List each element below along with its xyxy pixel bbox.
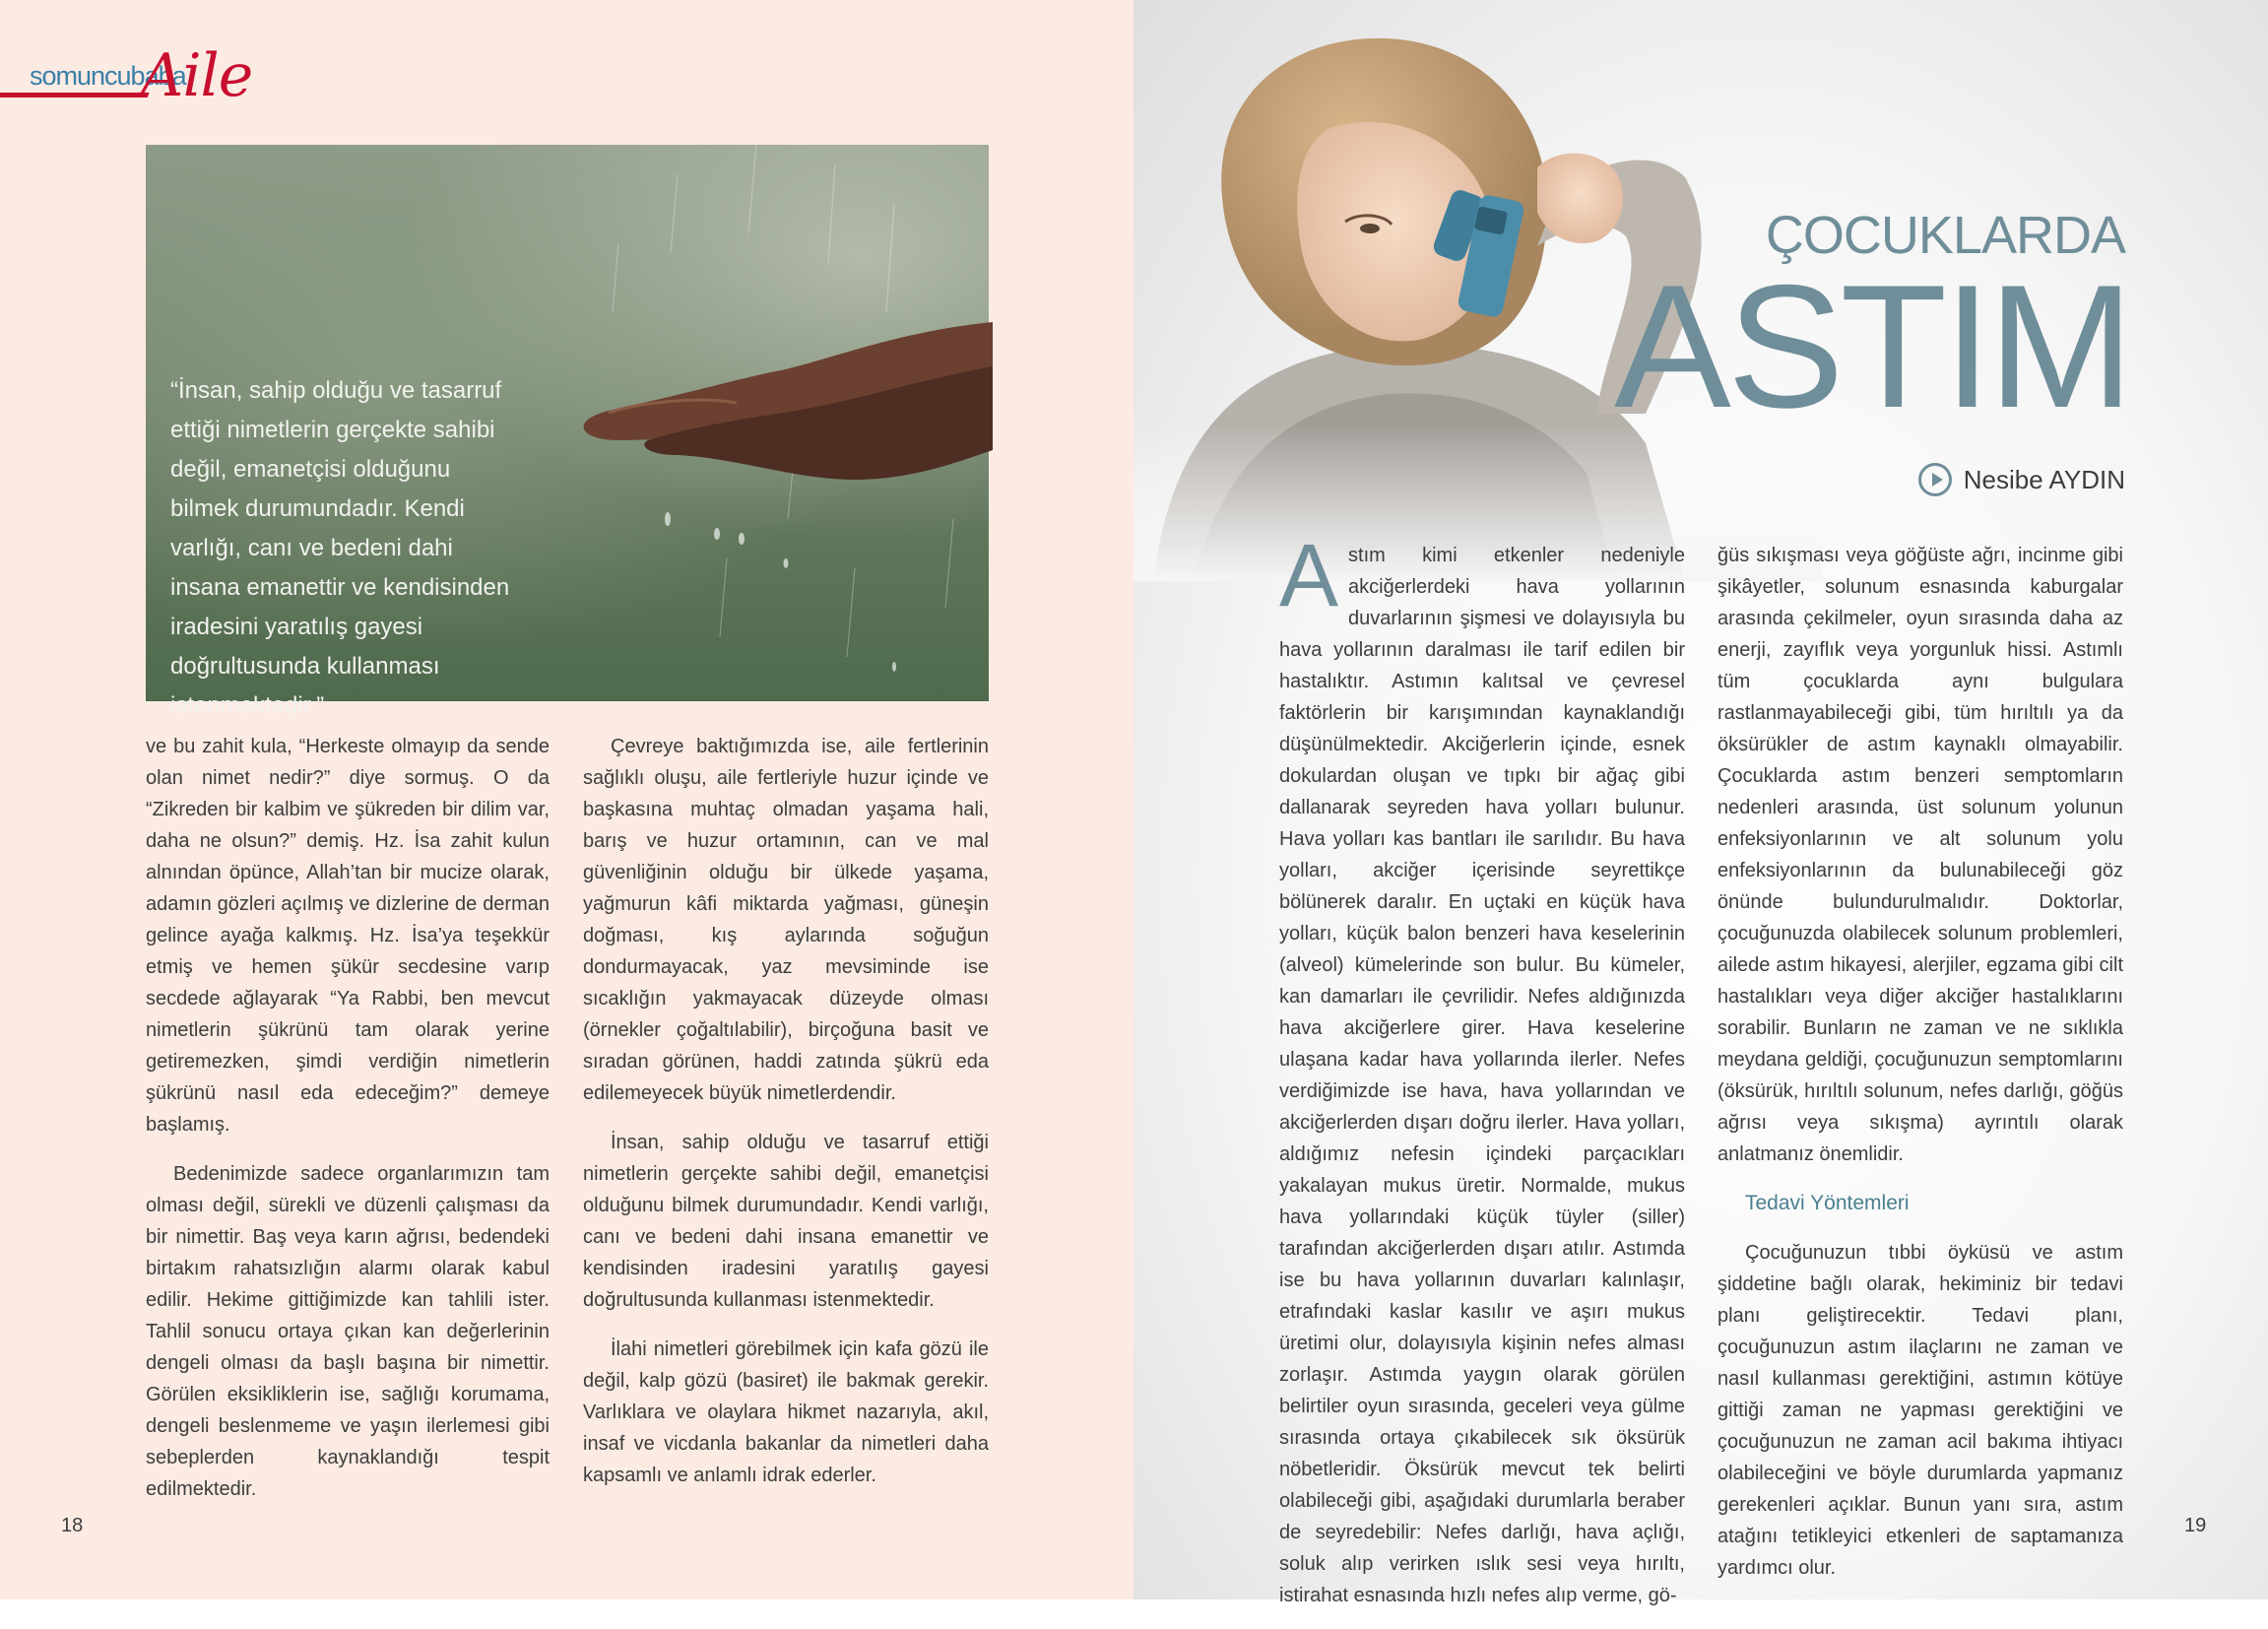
paragraph: ğüs sıkışması veya göğüste ağrı, incinme gibi şikâyetler, solunum esnasında kaburgalar arasında çekilmeler, oyun sırasında daha az enerji, zayıflık veya yorgunluk hissi. Astımlı tüm çocuklarda aynı bulgulara rastlanmayabileceği gibi, tüm hırıltılı ya da öksürükler de astım kaynaklı olmayabilir. Çocuklarda astım benzeri semptomların nedenleri arasında, üst solunum yolunun enfeksiyonlarının ve alt solunum yolu enfeksiyonlarının da bulunabileceği göz önünde bulundurulmalıdır. Doktorlar, çocuğunuzda olabilecek solunum problemleri, ailede astım hikayesi, alerjiler, egzama gibi cilt hastalıkları veya diğer akciğer hastalıklarını sorabilir. Bunların ne zaman ve ne sıklıkla meydana geldiği, çocuğunuzun semptomlarını (öksürük, hırıltılı solunum, nefes darlığı, göğüs ağrısı veya sıkışma) ayrıntılı olarak anlatmanız önemlidir. [1717, 545, 2123, 1165]
article-title-line1: ÇOCUKLARDA [1765, 206, 2125, 265]
left-column-2 [583, 731, 989, 1509]
paragraph: Bedenimizde sadece organlarımızın tam olması değil, sürekli ve düzenli çalışması da bir nimettir. Baş veya karın ağrısı, bedendeki birtakım rahatsızlığın alarmı olarak kabul edilir. Hekime gittiğimizde kan tahlili ister. Tahlil sonucu ortaya çıkan kan değerlerinin dengeli olması da başlı başına bir nimettir. Görülen eksikliklerin ise, sağlığı korumama, dengeli beslenmeme ve yaşın ilerlemesi gibi sebeplerden kaynaklandığı tespit edilmektedir. [146, 1163, 550, 1500]
right-column-2 [1717, 540, 2123, 1601]
page-number-right: 19 [2184, 1515, 2207, 1536]
brand-somuncubaba: somuncubaba [30, 61, 186, 91]
section-subheading: Tedavi Yöntemleri [1745, 1192, 1910, 1214]
paragraph: Çocuğunuzun tıbbi öyküsü ve astım şiddetine bağlı olarak, hekiminiz bir tedavi planı geliştirecektir. Tedavi planı, çocuğunuzun astım ilaçlarını ne zaman ve nasıl kullanması gerektiğini, astımın kötüye gittiği zaman ne yapması gerektiğini ve çocuğunuzun ne zaman acil bakıma ihtiyacı olabileceğini ve böyle durumlarda yapmanız gerekenleri açıklar. Bunun yanı sıra, astım atağını tetikleyici etkenleri de saptamanıza yardımcı olur. [1717, 1242, 2123, 1579]
drop-cap: A [1279, 527, 1339, 625]
right-column-1 [1279, 527, 1685, 1629]
left-page [0, 0, 1134, 1599]
brand-aile: Aile [141, 41, 253, 110]
brand-rule [0, 93, 148, 98]
rain-hands-photo [146, 145, 989, 719]
paragraph: İlahi nimetleri görebilmek için kafa gözü ile değil, kalp gözü (basiret) ile bakmak gerekir. Varlıklara ve olaylara hikmet nazarıyla, akıl, insaf ve vicdanla bakanlar da nimetleri daha kapsamlı ve anlamlı idrak ederler. [583, 1338, 989, 1486]
paragraph: İnsan, sahip olduğu ve tasarruf ettiği nimetlerin gerçekte sahibi değil, emanetçisi olduğunu bilmek durumundadır. Kendi varlığı, canı ve bedeni dahi insana emanettir ve kendisinden iradesini yaratılış gayesi doğrultusunda kullanması istenmektedir. [583, 1132, 989, 1311]
page-number-left: 18 [61, 1515, 84, 1536]
author-byline [1918, 463, 2125, 496]
paragraph: ve bu zahit kula, “Herkeste olmayıp da sende olan nimet nedir?” diye sormuş. O da “Zikreden bir kalbim ve şükreden bir dilim var, daha ne olsun?” demiş. Hz. İsa zahit kulun alnından öpünce, Allah’tan bir mucize olarak, adamın gözleri açılmış ve dizlerine de derman gelince ayağa kalkmış. Hz. İsa’ya teşekkür etmiş ve hemen şükür secdesine varıp secdede ağlayarak “Ya Rabbi, ben mevcut nimetlerin şükrünü tam olarak yerine getiremezken, şimdi verdiğin nimetlerin şükrünü nasıl eda edeceğim?” demeye başlamış. [146, 736, 550, 1136]
left-column-1 [146, 731, 550, 1523]
author-name: Nesibe AYDIN [1963, 464, 2125, 494]
paragraph: stım kimi etkenler nedeniyle akciğerlerdeki hava yollarının duvarlarının şişmesi ve dolayısıyla bu hava yollarının daralması ile tarif edilen bir hastalıktır. Astımın kalıtsal ve çevresel faktörlerin bir karışımından kaynaklandığı düşünülmektedir. Akciğerlerin içinde, esnek dokulardan oluşan ve tıpkı bir ağaç gibi dallanarak seyreden hava yolları bulunur. Hava yolları kas bantları ile sarılıdır. Bu hava yolları, akciğer içerisinde seyrettikçe bölünerek daralır. En uçtaki en küçük hava yolları, küçük balon benzeri hava keselerinin (alveol) kümelerinde son bulur. Bu kümeler, kan damarları ile çevrilidir. Nefes aldığınızda hava akciğerlere girer. Hava keselerine ulaşana kadar hava yollarında ilerler. Nefes verdiğimizde ise hava, hava yollarından ve akciğerlerden dışarı doğru ilerler. Hava yolları, aldığımız nefesin içindeki parçacıkları yakalayan mukus üretir. Normalde, mukus hava yollarındaki küçük tüyler (siller) tarafından akciğerlerden dışarı atılır. Astımda ise bu hava yollarının duvarları kalınlaşır, etrafındaki kaslar kasılır ve aşırı mukus üretimi olur, dolayısıyla kişinin nefes alması zorlaşır. Astımda yaygın olarak görülen belirtiler oyun sırasında, geceleri veya gülme sırasında ortaya çıkabilecek sık öksürük nöbetleridir. Öksürük mevcut tek belirti olabileceği gibi, aşağıdaki durumlarla beraber de seyredebilir: Nefes darlığı, hava açlığı, soluk alıp verirken ıslık sesi veya hırıltı, istirahat esnasında hızlı nefes alıp verme, gö- [1279, 545, 1685, 1606]
paragraph: Çevreye baktığımızda ise, aile fertlerinin sağlıklı oluşu, aile fertleriyle huzur içinde ve başkasına muhtaç olmadan yaşama hali, barış ve huzur ortamının, can ve mal güvenliğinin olduğu bir ülkede yaşama, yağmurun kâfi miktarda yağması, güneşin doğması, kış aylarında soğuğun dondurmayacak, yaz mevsiminde ise sıcaklığın yakmayacak düzeyde olması (örnekler çoğaltılabilir), birçoğuna basit ve sıradan görünen, haddi zatında şükrü eda edilemeyecek büyük nimetlerdendir. [583, 736, 989, 1104]
play-circle-icon [1918, 463, 1952, 496]
photo-pull-quote: “İnsan, sahip olduğu ve tasarruf ettiği nimetlerin gerçekte sahibi değil, emanetçisi olduğunu bilmek durumundadır. Kendi varlığı, canı ve bedeni dahi insana emanettir ve kendisinden iradesini yaratılış gayesi doğrultusunda kullanması istenmektedir.” [170, 377, 510, 719]
article-title-line2: ASTIM [1614, 248, 2130, 444]
